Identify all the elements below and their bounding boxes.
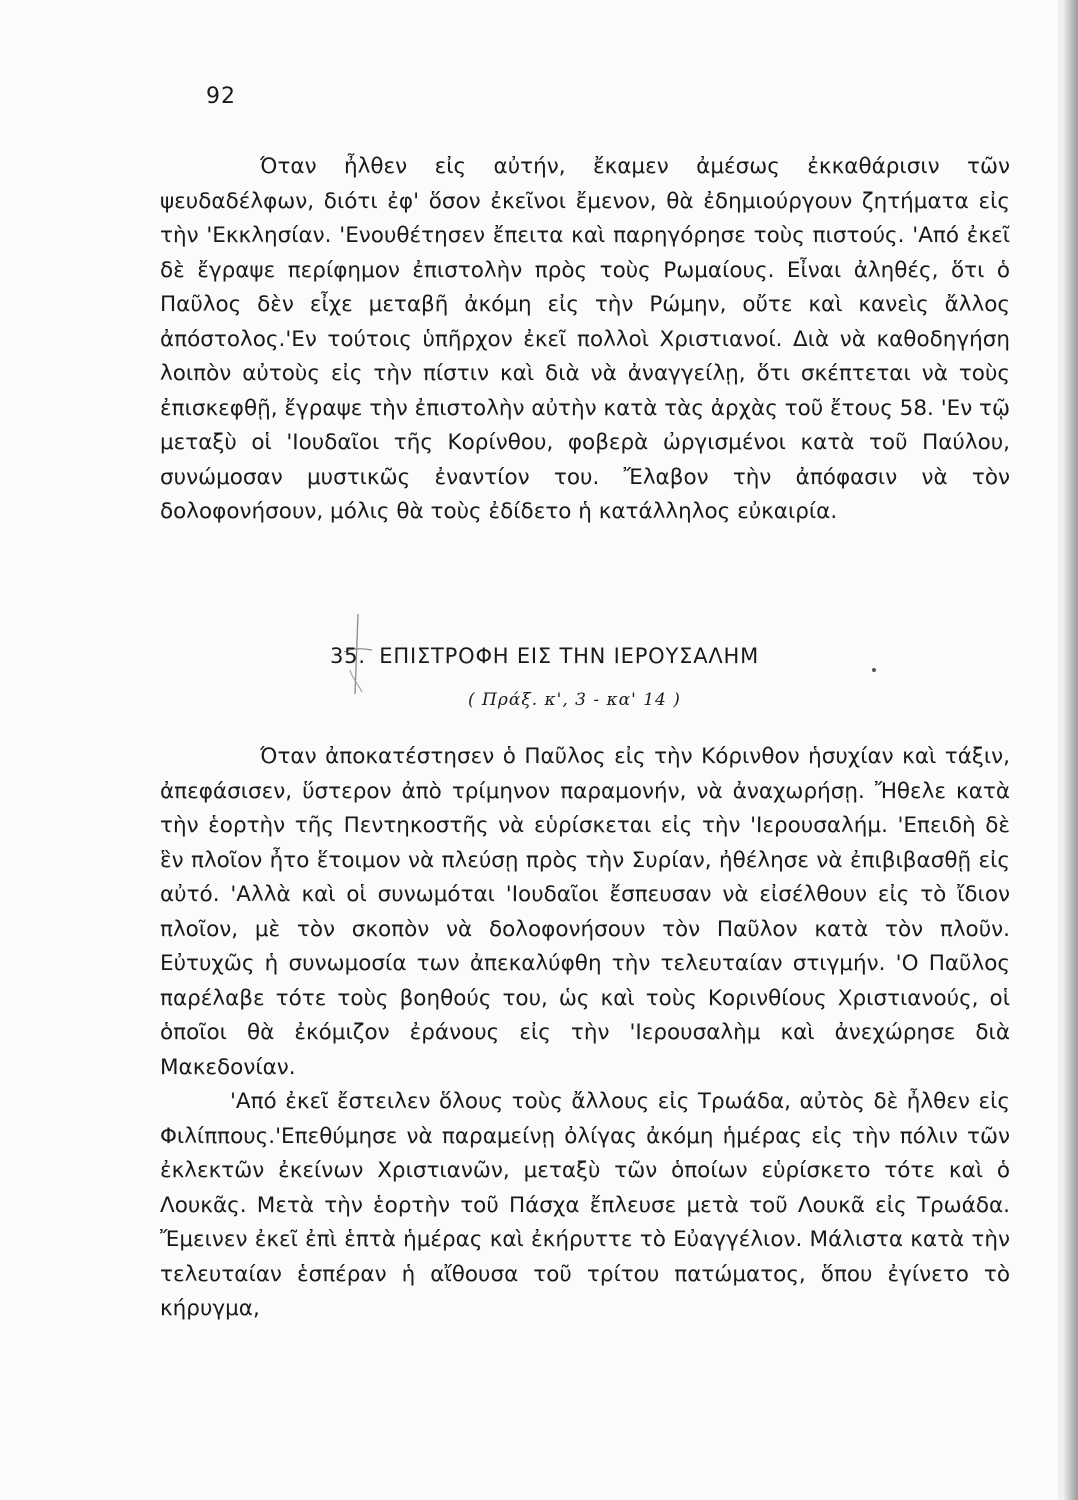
paragraph: Όταν ἦλθεν εἰς αὐτήν, ἔκαμεν ἀμέσως ἐκκαθάρισιν τῶν ψευδαδέλφων, διότι ἐφ' ὅσον ἐκεῖνοι ἔμενον, θὰ ἐδημιούργουν ζητήματα εἰς τὴν 'Εκκλησίαν. 'Ενουθέτησεν ἔπειτα καὶ παρηγόρησε τοὺς πιστούς. 'Από ἐκεῖ δὲ ἔγραψε περίφημον ἐπιστολὴν πρὸς τοὺς Ρωμαίους. Εἶναι ἀληθές, ὅτι ὁ Παῦλος δὲν εἶχε μεταβῆ ἀκόμη εἰς τὴν Ρώμην, οὔτε καὶ κανεὶς ἄλλος ἀπόστολος.'Εν τούτοις ὑπῆρχον ἐκεῖ πολλοὶ Χριστιανοί. Διὰ νὰ καθοδηγήση λοιπὸν αὐτοὺς εἰς τὴν πίστιν καὶ διὰ νὰ ἀναγγείλῃ, ὅτι σκέπτεται νὰ τοὺς ἐπισκεφθῇ, ἔγραψε τὴν ἐπιστολὴν αὐτὴν κατὰ τὰς ἀρχὰς τοῦ ἔτους 58. 'Εν τῷ μεταξὺ οἱ 'Ιουδαῖοι τῆς Κορίνθου, φοβερὰ ὠργισμένοι κατὰ τοῦ Παύλου, συνώμοσαν μυστικῶς ἐναντίον του. Ἔλαβον τὴν ἀπόφασιν νὰ τὸν δολοφονήσουν, μόλις θὰ τοὺς ἐδίδετο ἡ κατάλληλος εὐκαιρία. [160,154,1010,524]
section-heading [330,644,759,668]
stray-dot [872,668,876,672]
page-edge-shadow [1064,0,1078,1500]
paragraph: 'Από ἐκεῖ ἔστειλεν ὅλους τοὺς ἄλλους εἰς Τρωάδα, αὐτὸς δὲ ἦλθεν εἰς Φιλίππους.'Επεθύμησε νὰ παραμείνῃ ὀλίγας ἀκόμη ἡμέρας εἰς τὴν πόλιν τῶν ἐκλεκτῶν ἐκείνων Χριστιανῶν, μεταξὺ τῶν ὁποίων εὑρίσκετο τότε καὶ ὁ Λουκᾶς. Μετὰ τὴν ἑορτὴν τοῦ Πάσχα ἔπλευσε μετὰ τοῦ Λουκᾶ εἰς Τρωάδα. Ἔμεινεν ἐκεῖ ἐπὶ ἑπτὰ ἡμέρας καὶ ἐκήρυττε τὸ Εὐαγγέλιον. Μάλιστα κατὰ τὴν τελευταίαν ἑσπέραν ἡ αἴθουσα τοῦ τρίτου πατώματος, ὅπου ἐγίνετο τὸ κήρυγμα, [160,1089,1010,1321]
paragraph: Όταν ἀποκατέστησεν ὁ Παῦλος εἰς τὴν Κόρινθον ἡσυχίαν καὶ τάξιν, ἀπεφάσισεν, ὕστερον ἀπὸ τρίμηνον παραμονήν, νὰ ἀναχωρήσῃ. Ἤθελε κατὰ τὴν ἑορτὴν τῆς Πεντηκοστῆς νὰ εὑρίσκεται εἰς τὴν 'Ιερουσαλήμ. 'Επειδὴ δὲ ἓν πλοῖον ἦτο ἕτοιμον νὰ πλεύσῃ πρὸς τὴν Συρίαν, ἠθέλησε νὰ ἐπιβιβασθῇ εἰς αὐτό. 'Αλλὰ καὶ οἱ συνωμόται 'Ιουδαῖοι ἔσπευσαν νὰ εἰσέλθουν εἰς τὸ ἴδιον πλοῖον, μὲ τὸν σκοπὸν νὰ δολοφονήσουν τὸν Παῦλον κατὰ τὸν πλοῦν. Εὐτυχῶς ἡ συνωμοσία των ἀπεκαλύφθη τὴν τελευταίαν στιγμήν. 'Ο Παῦλος παρέλαβε τότε τοὺς βοηθούς του, ὡς καὶ τοὺς Κορινθίους Χριστιανούς, οἱ ὁποῖοι θὰ ἐκόμιζον ἐράνους εἰς τὴν 'Ιερουσαλὴμ καὶ ἀνεχώρησε διὰ Μακεδονίαν. [160,744,1010,1080]
section-number: 35. [330,644,366,668]
scripture-reference: ( Πράξ. κ', 3 - κα' 14 ) [468,690,681,710]
section-title: ΕΠΙΣΤΡΟΦΗ ΕΙΣ ΤΗΝ ΙΕΡΟΥΣΑΛΗΜ [379,644,760,668]
section-one-text [160,150,1010,530]
page-number: 92 [206,84,236,109]
section-two-text [160,740,1010,1327]
